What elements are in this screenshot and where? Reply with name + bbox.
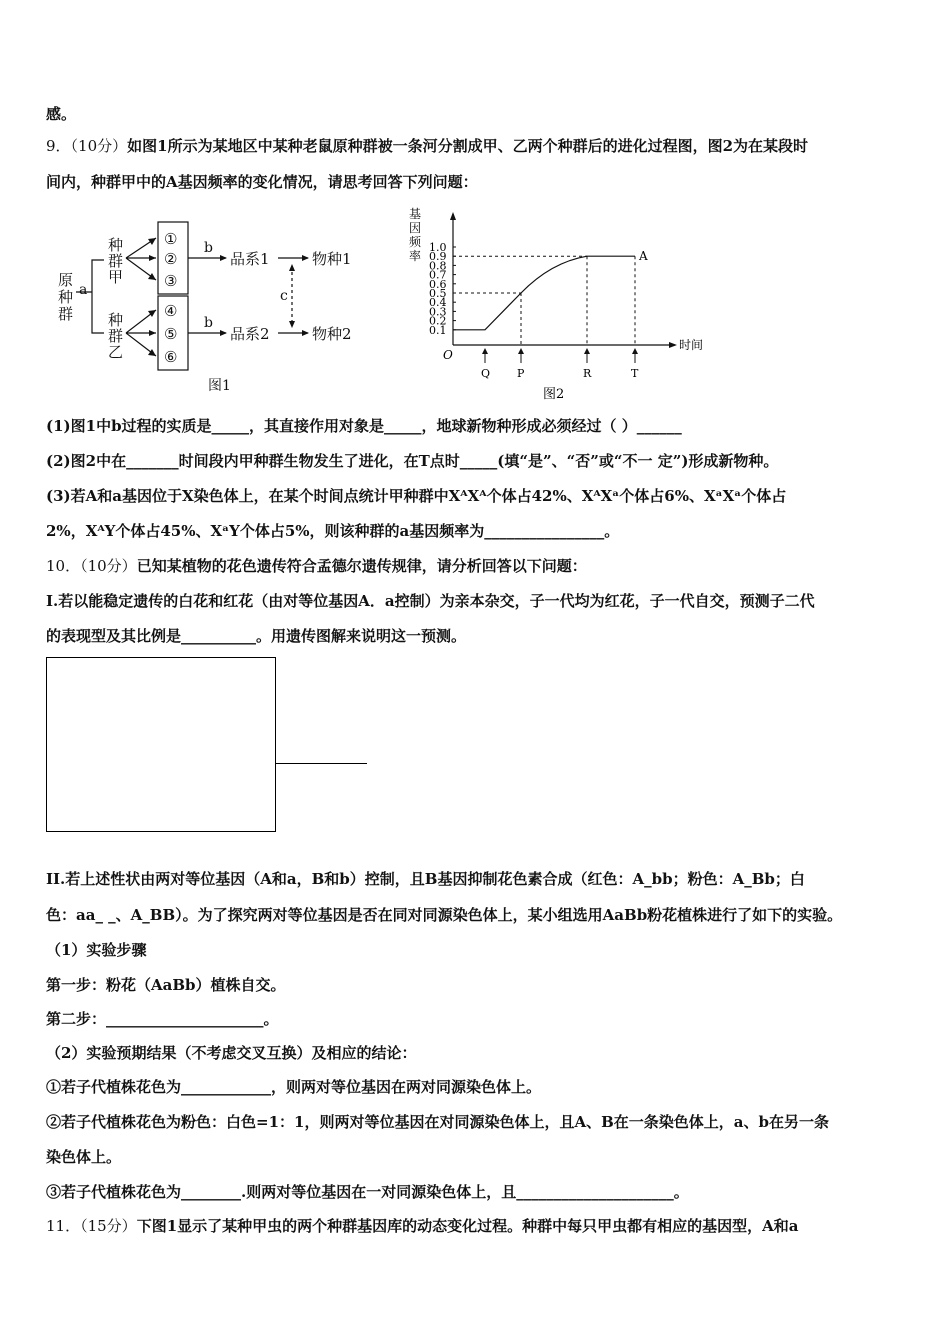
y-axis-label-3: 频 xyxy=(409,235,422,249)
question-9-line xyxy=(46,136,808,156)
circle-2: ② xyxy=(164,250,178,268)
text-line: （1）实验步骤 xyxy=(46,941,147,959)
x-tick-arrowhead xyxy=(584,348,590,354)
figure-2-gene-frequency-chart xyxy=(405,204,705,404)
text-line: II.若上述性状由两对等位基因（A和a，B和b）控制，且B基因抑制花色素合成（红色：A_bb；粉色：A_Bb；白 xyxy=(46,870,805,888)
text-line: 间内，种群甲中的A基因频率的变化情况，请思考回答下列问题： xyxy=(46,173,478,191)
gene-frequency-curve xyxy=(453,256,635,330)
origin-label-2: 种 xyxy=(58,288,74,306)
question-number: 11．（15分） xyxy=(46,1217,137,1235)
process-a-label: a xyxy=(79,282,88,298)
y-tick-label: 0.7 xyxy=(429,268,447,282)
svg-text:甲: 甲 xyxy=(108,268,124,286)
c-label: c xyxy=(280,288,288,304)
question-text: 下图1显示了某种甲虫的两个种群基因库的动态变化过程。种群中每只甲虫都有相应的基因型，A和a xyxy=(136,1217,799,1235)
text-line: (2)图2中在_______时间段内甲种群生物发生了进化，在T点时_____(填“是”、“否”或“不一 定”)形成新物种。 xyxy=(46,452,779,470)
svg-text:种: 种 xyxy=(108,236,124,254)
y-tick-label: 0.1 xyxy=(429,323,447,337)
text-line: 染色体上。 xyxy=(46,1148,122,1166)
x-tick-arrowhead xyxy=(482,348,488,354)
x-tick-label: R xyxy=(583,367,592,380)
figure-1-evolution-diagram xyxy=(56,218,376,398)
y-tick-label: 1.0 xyxy=(429,241,447,254)
origin-label-3: 群 xyxy=(58,305,74,323)
question-number: 9．（10分） xyxy=(46,137,128,155)
svg-text:种: 种 xyxy=(108,311,124,329)
text-line: I.若以能稳定遗传的白花和红花（由对等位基因A．a控制）为亲本杂交，子一代均为红花，子一代自交，预测子二代 xyxy=(46,592,815,610)
y-tick-label: 0.2 xyxy=(429,314,447,328)
text-line: 的表现型及其比例是__________。用遗传图解来说明这一预测。 xyxy=(46,627,467,645)
question-10-line xyxy=(46,556,587,576)
y-axis-label-2: 因 xyxy=(409,221,422,235)
y-tick-label: 0.4 xyxy=(429,296,447,310)
species-2-label: 物种2 xyxy=(312,325,352,343)
y-tick-label: 0.5 xyxy=(429,287,447,300)
text-line: ③若子代植株花色为________.则两对等位基因在一对同源染色体上，且_____________________。 xyxy=(46,1183,689,1201)
question-number: 10．（10分） xyxy=(46,557,137,575)
text-line: (3)若A和a基因位于X染色体上，在某个时间点统计甲种群中XᴬXᴬ个体占42%、XᴬXᵃ个体占6%、XᵃXᵃ个体占 xyxy=(46,487,787,505)
origin-label: O xyxy=(443,348,453,362)
x-tick-label: P xyxy=(517,367,525,380)
answer-box xyxy=(46,657,276,832)
x-tick-label: T xyxy=(631,367,639,380)
svg-text:群: 群 xyxy=(108,327,124,345)
origin-label-1: 原 xyxy=(58,271,74,289)
y-tick-label: 0.3 xyxy=(429,305,447,319)
species-1-label: 物种1 xyxy=(312,250,352,268)
strain-1-label: 品系1 xyxy=(230,250,270,268)
text-line: （2）实验预期结果（不考虑交叉互换）及相应的结论： xyxy=(46,1044,417,1062)
circle-1: ① xyxy=(164,230,178,248)
y-axis-arrow xyxy=(450,212,456,220)
figure-1-caption: 图1 xyxy=(208,378,231,394)
text-line: ①若子代植株花色为____________，则两对等位基因在两对同源染色体上。 xyxy=(46,1078,542,1096)
circle-6: ⑥ xyxy=(164,348,178,366)
b-label-2: b xyxy=(204,315,213,331)
text-line: 第二步：_____________________。 xyxy=(46,1010,279,1028)
y-axis-label-1: 基 xyxy=(409,207,422,221)
y-tick-label: 0.9 xyxy=(429,250,447,264)
circle-4: ④ xyxy=(164,302,178,320)
y-tick-label: 0.6 xyxy=(429,277,447,291)
y-tick-label: 0.8 xyxy=(429,259,447,273)
x-axis-label: 时间 xyxy=(679,338,704,352)
question-text: 已知某植物的花色遗传符合孟德尔遗传规律，请分析回答以下问题： xyxy=(136,557,587,575)
x-axis-arrow xyxy=(669,342,677,348)
svg-text:群: 群 xyxy=(108,252,124,270)
text-line: 2%，XᴬY个体占45%、XᵃY个体占5%，则该种群的a基因频率为________________。 xyxy=(46,522,620,540)
text-line: (1)图1中b过程的实质是_____，其直接作用对象是_____，地球新物种形成必须经过（ ）______ xyxy=(46,417,682,435)
circle-3: ③ xyxy=(164,272,178,290)
question-11-line xyxy=(46,1216,799,1236)
x-tick-label: Q xyxy=(481,367,491,380)
circle-5: ⑤ xyxy=(164,325,178,343)
text-line: ②若子代植株花色为粉色：白色=1：1，则两对等位基因在对同源染色体上，且A、B在一条染色体上，a、b在另一条 xyxy=(46,1113,829,1131)
answer-box-line xyxy=(275,763,367,764)
series-label: A xyxy=(639,249,648,264)
x-tick-arrowhead xyxy=(632,348,638,354)
figure-2-caption: 图2 xyxy=(543,387,565,402)
svg-text:乙: 乙 xyxy=(108,343,124,361)
strain-2-label: 品系2 xyxy=(230,325,270,343)
y-axis-label-4: 率 xyxy=(409,249,422,263)
question-text: 如图1所示为某地区中某种老鼠原种群被一条河分割成甲、乙两个种群后的进化过程图，图2为在某段时 xyxy=(127,137,809,155)
x-tick-arrowhead xyxy=(518,348,524,354)
b-label-1: b xyxy=(204,240,213,256)
text-line: 色：aa_ _、A_BB）。为了探究两对等位基因是否在同对同源染色体上，某小组选用AaBb粉花植株进行了如下的实验。 xyxy=(46,906,843,924)
text-line: 第一步：粉花（AaBb）植株自交。 xyxy=(46,976,286,994)
text-line: 感。 xyxy=(46,105,77,123)
